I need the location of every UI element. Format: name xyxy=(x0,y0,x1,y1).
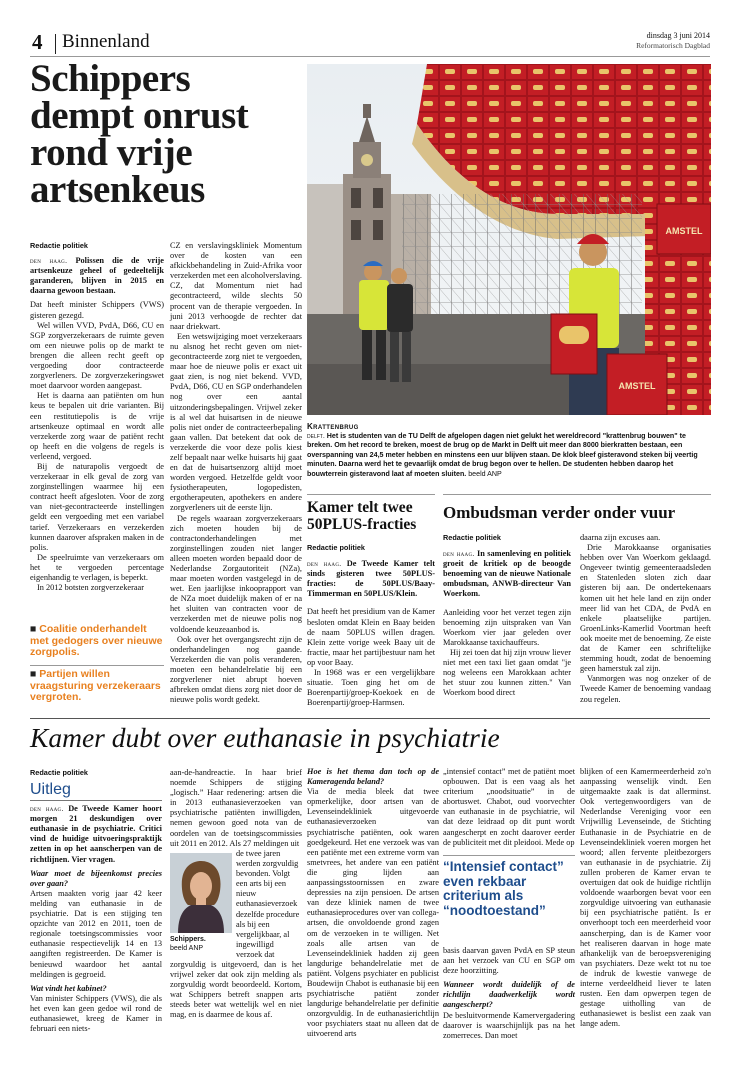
paragraph: „intensief contact” met de patiënt moet opbouwen. Dat is een vaag als het criterium „noodsituatie” in de abortuswet. Chabot, oud voorvechter van euthanasie in de psychiatrie, wil dat deze leidraad op dit punt wordt aangescherpt en zocht daarover eerder de publiciteit met dit pleidooi. Mede op xyxy=(443,767,575,847)
euthanasia-col3 xyxy=(307,767,439,1040)
caption-place: delft. xyxy=(307,431,325,440)
dateline: den haag. xyxy=(30,256,68,266)
headline-line: dempt onrust xyxy=(30,94,249,137)
paragraph: CZ en verslavingskliniek Momentum over de kosten van een afkickbehandeling in Zuid-Afrika voor verzekerden met een alcoholverslaving. CZ, dat Momentum niet had gecontracteerd, wilde slechts 50 procent van de therapie vergoeden. In juni 2013 verhoogde de rechter dat naar driekwart. xyxy=(170,241,302,331)
article-ombudsman-headline: Ombudsman verder onder vuur xyxy=(443,503,676,522)
paragraph: zorgvuldig is uitgevoerd, dan is het vrijwel zeker dat ook zijn melding als zorgvuldig wordt beoordeeld. Kortom, wat Schippers betreft snappen arts steeds beter wat wettelijk wel en niet mag, en is daarmee de kous af. xyxy=(170,960,302,1020)
pullquote-1: ■ Coalitie onderhandelt met gedogers over nieuwe zorgpolis. xyxy=(30,623,163,658)
header-date: dinsdag 3 juni 2014 xyxy=(646,31,710,40)
article-50plus-headline: Kamer telt twee 50PLUS-fracties xyxy=(307,499,417,533)
lead-column-1 xyxy=(30,241,164,593)
headline-line: artsenkeus xyxy=(30,168,205,211)
pullquote-2: ■ Partijen willen vraagsturing verzekeraars vergroten. xyxy=(30,668,161,703)
euthanasia-col4-bottom xyxy=(443,946,575,1041)
photo-caption xyxy=(307,422,711,480)
intro: De Tweede Kamer telt sinds gisteren twee 50PLUS-fracties: de 50PLUS/Baay-Timmerman en 50PLUS/Klein. xyxy=(307,559,436,599)
headline-line: Schippers xyxy=(30,57,191,100)
paragraph: In 1968 was er een vergelijkbare situatie. Toen ging het om de Boerenpartij/groep-Koekoek en de Boerenpartij/groep-Harmsen. xyxy=(307,668,435,708)
newspaper-name: Reformatorisch Dagblad xyxy=(636,41,710,50)
paragraph: Het is daarna aan patiënten om hun keus te bepalen uit drie varianten. Bij een restitutiepolis is de vrije artsenkeuze optimaal en wordt alle verzekerde zorg waar de patiënt recht op heeft en die volgens de regels is verleend, vergoed. xyxy=(30,391,164,461)
paragraph: Artsen maakten vorig jaar 42 keer melding van euthanasie in de psychiatrie. Dat is een stijging ten opzichte van 2012 en 2011, toen de regionale toetsingscommissies voor euthanasie respectievelijk 14 en 13 aangiften registreerden. De Kamer is benieuwd waardoor het aantal meldingen is gegroeid. xyxy=(30,888,162,979)
paragraph: Wel willen VVD, PvdA, D66, CU en SGP zorgverzekeraars de ruimte geven om een nieuwe polis op de markt te brengen die alleen recht geeft op vergoeding door contracteerde zorgverleners. De zorgverzekeringswet moet daarvoor worden aangepast. xyxy=(30,320,164,391)
intro: De Tweede Kamer hoort morgen 21 deskundigen over euthanasie in de psychiatrie. Critici vind de huidige uitvoeringspraktijk zetten in op het aanscherpen van de richtlijnen. Vier vragen. xyxy=(30,804,162,864)
byline: Redactie politiek xyxy=(30,768,88,777)
paragraph: Hij zei toen dat hij zijn vrouw liever niet met een taxi liet gaan omdat "je nog weleens een Marokkaan achter het stuur zou kunnen zitten." Van Woerkom bood direct xyxy=(443,647,571,698)
paragraph: blijken of een Kamermeerderheid zo'n aanpassing wenselijk vindt. Een uitgemaakte zaak is dat allerminst. Ook vertegenwoordigers van de Nederlandse Vereniging voor een Vrijwillig Levenseinde, de Stichting Euthanasie in de Psychiatrie en de Levenseindekliniek voeren morgen het woord; allen fervente pleitbezorgers van euthanasie in de psychiatrie. Zij zullen proberen de Kamer ervan te overtuigen dat ook de huidige richtlijn voldoende waarborgen bevat voor een zorgvuldige uitvoering van euthanasie bij een psychiatrische patiënt. Is er onverhoopt toch een meerderheid voor aanscherping, dan is de Kamer voor het realiseren daarvan in hoge mate afhankelijk van de beroepsvereniging van psychiaters. Deze wekt tot nu toe de indruk de kwestie vanwege de interne verdeeldheid liever te laten rusten. Een dam opwerpen tegen de gestage uitholling van de euthanasiewet is beslist een zaak van lange adem. xyxy=(580,767,711,1029)
question: Waar moet de bijeenkomst precies over gaan? xyxy=(30,868,162,888)
byline: Redactie politiek xyxy=(307,543,365,552)
caption-text: Het is studenten van de TU Delft de afgelopen dagen niet gelukt het wereldrecord "krattenbrug bouwen" te breken. Om het record te breken, moest de brug op de Markt in Delft uit meer dan 8000 bierkratten bestaan, een overspanning van 24,5 meter hebben en minstens een uur blijven staan. De klok bleef gisteravond steken bij veertig minuten. Daarna werd het te gevaarlijk omdat de brug begon over te hellen. De studenten hebben daarop het bouwterrein gisteravond laat af moeten sluiten. xyxy=(307,431,698,478)
dateline: den haag. xyxy=(307,559,342,569)
portrait-credit: beeld ANP xyxy=(170,945,204,952)
paragraph: de twee jaren werden zorgvuldig bevonden. Volgt een arts bij een nieuw euthanasieverzoek dezelfde procedure als bij een vergelijkbaar, al ingewilligd verzoek dat xyxy=(236,849,300,959)
euthanasia-headline: Kamer dubt over euthanasie in psychiatrie xyxy=(30,722,500,753)
euthanasia-col2-top xyxy=(170,768,302,849)
euthanasia-col1 xyxy=(30,768,162,1034)
paragraph: Van minister Schippers (VWS), die als het even kan geen gedoe wil rond de euthanasiewet, kreeg de Kamer in februari een niets- xyxy=(30,993,162,1034)
kicker-uitleg: Uitleg xyxy=(30,781,71,799)
paragraph: Aanleiding voor het verzet tegen zijn benoeming zijn uitspraken van Van Woerkom vier jaar geleden over Marokkaanse taxichauffeurs. xyxy=(443,607,571,647)
portrait-caption: Schippers. beeld ANP xyxy=(170,936,206,952)
question: Wat vindt het kabinet? xyxy=(30,983,107,993)
section-rule xyxy=(30,718,710,719)
paragraph: In 2012 botsten zorgverzekeraar xyxy=(37,583,144,593)
paragraph: Drie Marokkaanse organisaties hebben over Van Woerkom geklaagd. Ongeveer twintig gemeenteraadsleden en Statenleden sloten zich daar gisteren bij aan. De ondertekenaars komen uit het hele land en zijn onder meer lid van het CDA, de PvdA en enkele plaatselijke partijen. GroenLinks-Kamerlid Voortman heeft ook moeite met de benoeming. Ze eiste dat de Kamer een schriftelijke stemming houdt, zodat de benoeming geen hamerstuk zal zijn. xyxy=(580,543,711,674)
byline: Redactie politiek xyxy=(443,533,501,542)
photo-illustration xyxy=(307,64,711,415)
article-ombudsman-col2 xyxy=(580,533,711,705)
paragraph: basis daarvan gaven PvdA en SP steun aan het verzoek van CU en SGP om deze hoorzitting. xyxy=(443,946,575,976)
article-50plus xyxy=(307,543,435,708)
paragraph: daarna zijn excuses aan. xyxy=(580,533,661,542)
portrait-illustration xyxy=(170,853,232,933)
euthanasia-pullquote: “Intensief contact” even rekbaar criterium als “noodtoestand” xyxy=(443,859,564,918)
paragraph: Vanmorgen was nog onzeker of de Tweede Kamer de benoeming vandaag zou regelen. xyxy=(580,674,711,704)
svg-text:AMSTEL: AMSTEL xyxy=(665,226,703,236)
section-title: Binnenland xyxy=(62,31,150,52)
euthanasia-col4-top xyxy=(443,767,575,848)
article-ombudsman-col1 xyxy=(443,533,571,698)
intro: Polissen die de vrije artsenkeuze geheel of gedeeltelijk garanderen, blijven in 2015 en daarna gewoon bestaan. xyxy=(30,256,164,296)
caption-title: Krattenbrug xyxy=(307,422,359,431)
question: Hoe is het thema dan toch op de Kameragenda beland? xyxy=(307,767,439,787)
dateline: den haag. xyxy=(30,804,64,814)
intro: In samenleving en politiek groeit de kritiek op de beoogde benoeming van de nieuwe Nationale ombudsman, ANWB-directeur Van Woerkom. xyxy=(443,549,572,599)
paragraph: De speelruimte van verzekeraars om het te vergoeden percentage eigenhandig te verlagen, is beperkt. xyxy=(30,552,164,582)
headline-line: rond vrije xyxy=(30,131,193,174)
svg-text:AMSTEL: AMSTEL xyxy=(618,381,656,391)
euthanasia-col2-wrap xyxy=(236,849,302,960)
paragraph: Via de media bleek dat twee opmerkelijke, door artsen van de Levenseindekliniek uitgevoerde euthanasieverzoeken van psychiatrische patiënten, ook waren goedgekeurd. Het ene verzoek was van een patiënte met een extreme vorm van smetvrees, het andere van een patiënt die ging lijden aan aanpassingsstoornissen en zware depressies na zijn pensioen. De artsen van deze kliniek namen de twee euthanasieprocedures over van collega-artsen, die onvoldoende grond zagen om de verzoeken in te willigen. Net zoals alle artsen van de Levenseindekliniek hadden zij geen langdurige behandelrelatie met de patiënt. Volgens psychiater en publicist Boudewijn Chabot is euthanasie bij een psychiatrische patiënt zonder langdurige behandelrelatie per definitie onzorgvuldig. In de euthanasierichtlijn voor psychiaters staat nu alleen dat de uitvoerend arts xyxy=(307,787,439,1039)
paragraph: De besluitvormende Kamervergadering daarover is waarschijnlijk pas na het zomerreces. Dan moet xyxy=(443,1010,575,1040)
byline: Redactie politiek xyxy=(30,241,88,250)
lead-column-2 xyxy=(170,241,302,705)
paragraph: Ook over het overgangsrecht zijn de onderhandelingen nog gaande. Verzekerden die van polis veranderen, moeten een behandelrelatie bij een zorgverlener niet abrupt hoeven afbreken omdat diens zorg niet door de nieuwe polis wordt gedekt. xyxy=(170,634,302,705)
paragraph: Een wetswijziging moet verzekeraars nu alsnog het recht geven om niet-gecontracteerde zorg niet te vergoeden, maar hoe de nieuwe polis er exact uit gaat zien, is nog niet bekend. VVD, PvdA, D66, CU en SGP onderhandelen nog over een aantal uitzonderingsbepalingen. Vrijwel zeker is al wel dat huisartsen in de nieuwe polis niet onder de contracteerbepaling gaan vallen. Dat betekent dat ook de verzekerde die voor deze polis kiest zelf bepaalt naar welke huisarts hij gaat en dat de huisartsenzorg altijd moet worden vergoed. Hetzelfde geldt voor fysiotherapeuten, logopedisten, ergotherapeuten, apothekers en andere zorgverleners uit de eerste lijn. xyxy=(170,331,302,513)
paragraph: Bij de naturapolis vergoedt de verzekeraar in elk geval de zorg van zorginstellingen waarmee hij een contract heeft afgesloten. Voor de zorg van niet-gecontracteerde instellingen geldt een vergoeding met een variabel tarief. Verzekeraars en verzekerden kunnen daarover afspraken maken in de polis. xyxy=(30,461,164,552)
paragraph: Dat heeft het presidium van de Kamer besloten omdat Klein en Baay beiden de naam 50PLUS willen dragen. Klein zette vorige week Baay uit de fractie, maar het partijbestuur nam het op voor Baay. xyxy=(307,607,435,667)
portrait-schippers xyxy=(170,853,232,933)
euthanasia-col2-bottom xyxy=(170,960,302,1021)
paragraph: Dat heeft minister Schippers (VWS) gisteren gezegd. xyxy=(30,300,164,320)
header-divider xyxy=(55,34,56,54)
lead-headline xyxy=(30,57,305,211)
dateline: den haag. xyxy=(443,549,475,559)
euthanasia-col5 xyxy=(580,767,711,1029)
page-number: 4 xyxy=(32,30,43,54)
photo-credit: beeld ANP xyxy=(468,469,502,478)
question: Wanneer wordt duidelijk of de richtlijn daadwerkelijk wordt aangescherpt? xyxy=(443,980,575,1010)
paragraph: aan-de-handreactie. In haar brief noemde Schippers de stijging „logisch.” Haar redenering: artsen die in 2013 euthanasieverzoeken van psychiatrische patiënten inwilligden, nemen gewoon goed nota van de oordelen van de toetsingscommissies uit 2011 en 2012. Als 27 meldingen uit xyxy=(170,768,302,848)
photo-krattenbrug xyxy=(307,64,711,415)
paragraph: De regels waaraan zorgverzekeraars zich moeten houden bij de contractonderhandelingen met zorginstellingen zouden niet langer alleen moeten worden bepaald door de Nederlandse Zorgautoriteit (NZa), maar moeten worden vastgelegd in de wet. Een jaarlijkse inkooprapport van de NZa moet duidelijk maken of er na het sluiten van contracten voor de verzekerden met de nieuwe polis nog voldoende keuzeaanbod is. xyxy=(170,513,302,634)
